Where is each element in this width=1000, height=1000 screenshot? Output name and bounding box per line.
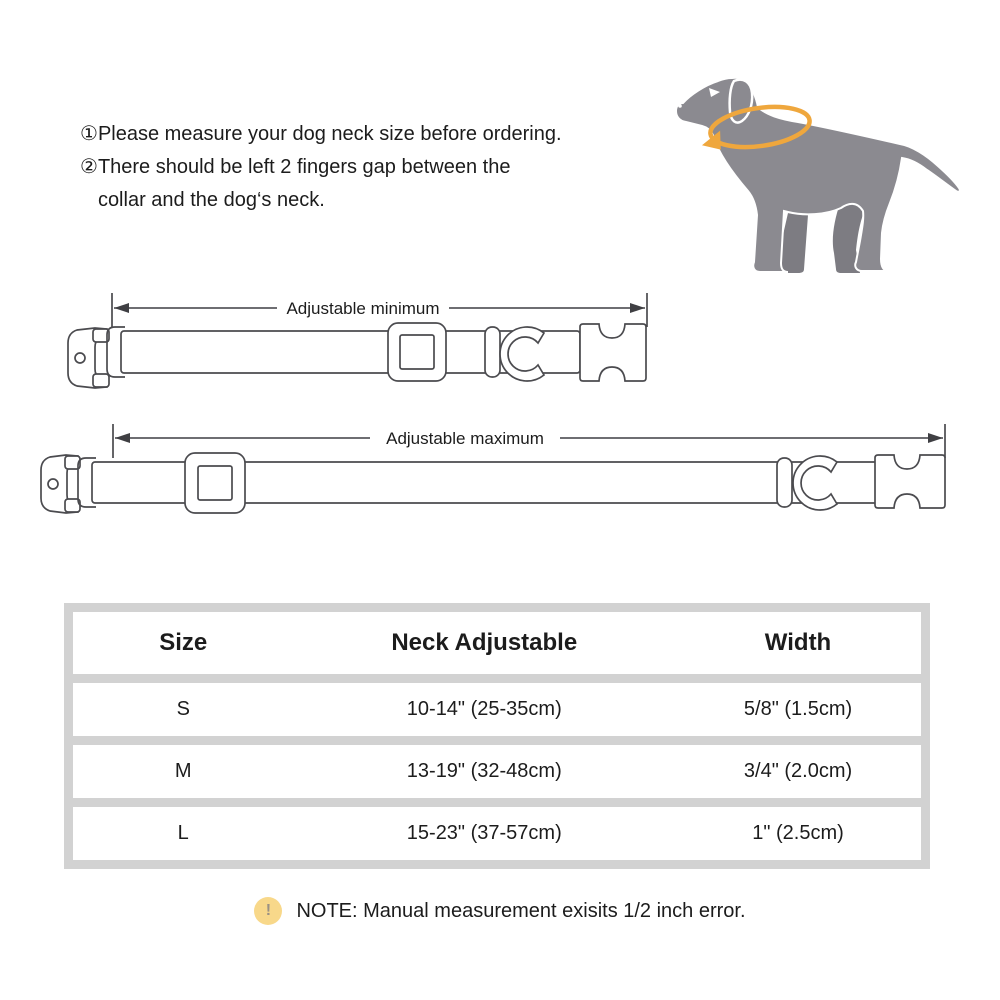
size-table-header-row (73, 612, 921, 674)
dim-label-minimum: Adjustable minimum (286, 299, 440, 318)
cell-size: L (177, 822, 189, 844)
instruction-1 (80, 118, 700, 151)
tri-glide-inner (400, 335, 434, 369)
dog-nose-highlight (678, 104, 682, 108)
buckle-hole (75, 353, 85, 363)
buckle-male-clip (580, 324, 646, 381)
keeper-loop (777, 458, 792, 507)
header-neck-adjustable: Neck Adjustable (391, 629, 578, 656)
instructions (80, 118, 700, 217)
collar-maximum-diagram (30, 418, 960, 518)
dim-arrowhead-left (114, 303, 129, 313)
exclamation-glyph: ! (265, 902, 272, 919)
dim-arrowhead-right (928, 433, 943, 443)
instruction-1-text: Please measure your dog neck size before ordering. (97, 123, 562, 145)
cell-width: 5/8" (1.5cm) (743, 698, 853, 720)
instruction-2 (80, 151, 700, 217)
table-row-m (73, 745, 921, 798)
cell-size: S (176, 698, 190, 720)
buckle-male-clip (875, 455, 945, 508)
buckle-wing-bottom (93, 374, 109, 387)
dim-arrowhead-left (115, 433, 130, 443)
instruction-1-number: ① (80, 123, 98, 145)
cell-width: 1" (2.5cm) (752, 822, 844, 844)
cell-width: 3/4" (2.0cm) (743, 760, 853, 782)
table-row-l (73, 807, 921, 860)
dog-silhouette-illustration (650, 45, 980, 295)
cell-neck: 13-19" (32-48cm) (406, 760, 562, 782)
collar-minimum-diagram (55, 283, 655, 393)
measurement-note (0, 897, 1000, 925)
exclamation-icon (254, 897, 282, 925)
instruction-2-number: ② (80, 156, 98, 178)
tri-glide-inner (198, 466, 232, 500)
cell-size: M (174, 760, 192, 782)
header-width: Width (764, 629, 832, 656)
buckle-hole (48, 479, 58, 489)
dim-arrowhead-right (630, 303, 645, 313)
keeper-loop (485, 327, 500, 377)
note-text: NOTE: Manual measurement exisits 1/2 inch error. (296, 899, 746, 922)
instruction-2-text-line2: collar and the dog‘s neck. (97, 189, 325, 211)
size-table (64, 603, 930, 869)
dog-body (676, 78, 960, 272)
cell-neck: 15-23" (37-57cm) (406, 822, 562, 844)
cell-neck: 10-14" (25-35cm) (406, 698, 562, 720)
instruction-2-text-line1: There should be left 2 fingers gap between the (97, 156, 511, 178)
header-size: Size (159, 629, 208, 656)
dim-label-maximum: Adjustable maximum (386, 429, 544, 448)
table-row-s (73, 683, 921, 736)
